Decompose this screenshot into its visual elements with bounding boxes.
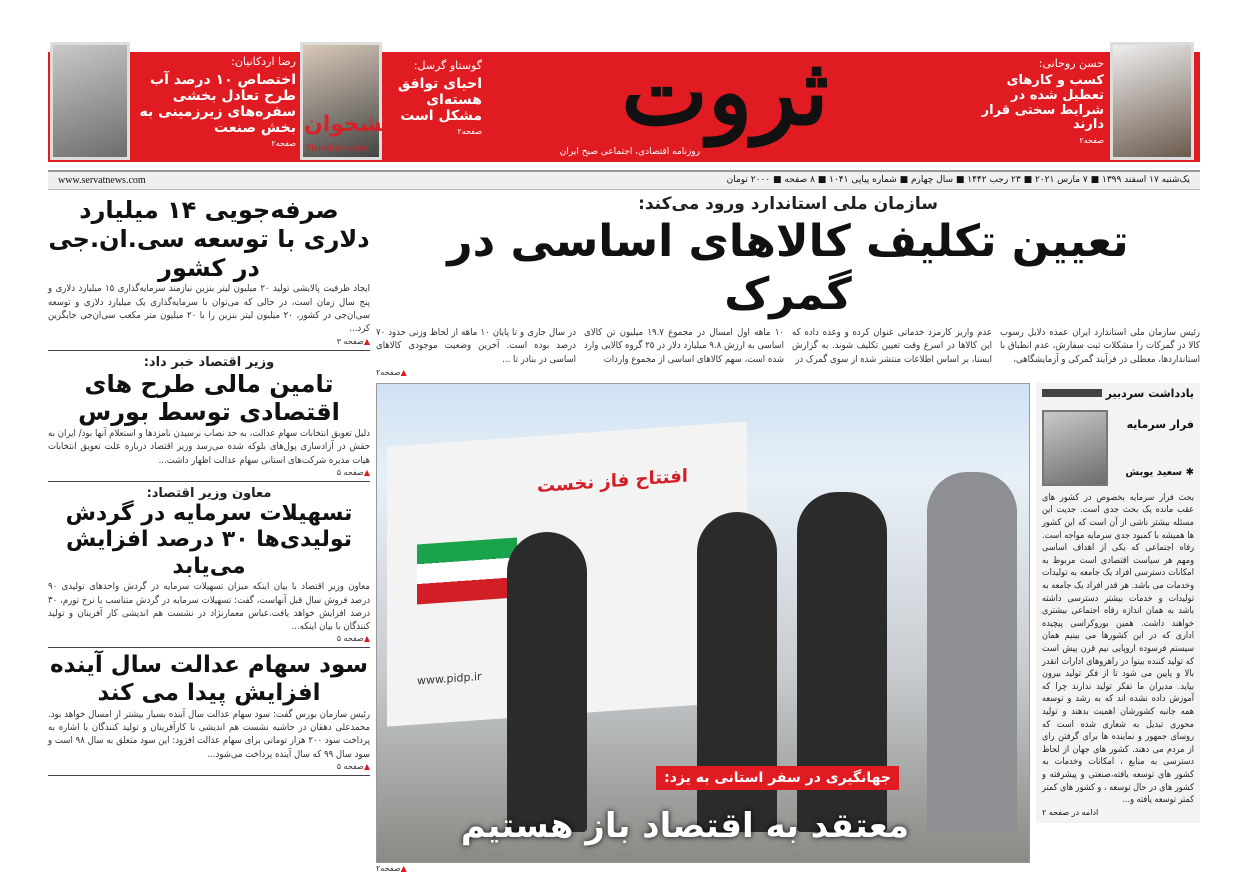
story-cng[interactable] (48, 196, 370, 351)
banner-url: www.pidp.ir (417, 669, 482, 688)
person (507, 532, 587, 832)
rouhani-photo (1110, 42, 1194, 160)
editorial[interactable] (1036, 383, 1200, 823)
photo-caption-headline: معتقد به اقتصاد باز هستیم (460, 805, 909, 846)
story-headline: سود سهام عدالت سال آینده افزایش پیدا می کند (49, 652, 368, 707)
story-body: ایجاد ظرفیت پالایشی تولید ۲۰ میلیون لیتر بنزین نیازمند سرمایه‌گذاری ۱۵ میلیارد دلاری و پنج سال زمان است، در حالی که می‌توان با سرمایه‌گذاری یک میلیارد دلاری و توسعه سی‌ان‌جی در کشور، ۲۰ میلیون لیتر بنزین را با ۲۰ میلیون متر مکعب سی‌ان‌جی جایگزین کرد... (48, 283, 370, 335)
teaser-page-ref: صفحه۲ (1079, 136, 1104, 146)
story-headline: تسهیلات سرمایه در گردش تولیدی‌ها ۳۰ درصد افزایش می‌یابد (65, 501, 353, 579)
page-ref: ▲ صفحه۲ (376, 367, 1200, 379)
teaser-headline: اختصاص ۱۰ درصد آب طرح تعادل بخشی سفره‌های زیرزمینی به بخش صنعت (139, 71, 296, 136)
story-body: رئیس سازمان بورس گفت: سود سهام عدالت سال آینده بسیار بیشتر از امسال خواهد بود. محمدعلی دهقان در حاشیه نشست هم اندیشی با کارآفرینان و تولید کنندگان با اشاره به پرداخت سود ۲۰۰ هزار تومانی برای سهام عدالت افزود: این سود متعلق به سال ۹۸ است و سود سال ۹۹ که سال آینده پرداخت می‌شود... (48, 708, 371, 760)
main-kicker: سازمان ملی استاندارد ورود می‌کند: (638, 194, 938, 214)
left-column (48, 196, 370, 780)
teaser-speaker: حسن روحانی: (1038, 57, 1104, 70)
dateline: یک‌شنبه ۱۷ اسفند ۱۳۹۹ ■ ۷ مارس ۲۰۲۱ ■ ۲۳ رجب ۱۴۴۲ ■ سال چهارم ■ شماره پیاپی ۱۰۴۱ ■ ۸ صفحه ■ ۲۰۰۰ تومان (726, 175, 1190, 185)
story-body: معاون وزیر اقتصاد با بیان اینکه میزان تسهیلات سرمایه در گردش واحدهای تولیدی ۹۰ درصد فروش سال قبل آنهاست، گفت: تسهیلات سرمایه در گردش متناسب با نرخ تورم، ۳۰ درصد افزایش خواهد یافت.عباس معمارنژاد در نشست هم اندیشی کار آفرینان و تولید کنندگان با بیان اینکه... (48, 581, 370, 633)
main-area (376, 194, 1200, 875)
gressel-photo (300, 42, 382, 160)
website-url[interactable]: www.servatnews.com (58, 175, 146, 186)
newspaper-logo: ثروت (621, 38, 829, 146)
main-photo-wrap (376, 383, 1030, 875)
story-kicker: معاون وزیر اقتصاد: (146, 486, 272, 502)
pishkhan-url: Pishkhan.com (306, 144, 369, 154)
teaser-page-ref: صفحه۲ (271, 139, 296, 149)
main-photo[interactable] (376, 383, 1030, 863)
teaser-speaker: رضا اردکانیان: (231, 55, 296, 68)
main-story-col-1: رئیس سازمان ملی استاندارد ایران عمده دلایل رسوب کالا در گمرکات را مشکلات ثبت سفارش، عدم انطباق با استانداردها، معطلی در فرآیند گمرکی و آزمایشگاهی، (1000, 326, 1200, 366)
person (927, 472, 1017, 832)
editorial-author: ✱ سعید یوبش (1125, 466, 1194, 478)
main-headline[interactable]: تعیین تکلیف کالاهای اساسی در گمرک (447, 216, 1129, 320)
iran-flag (417, 537, 517, 604)
editorial-title: فرار سرمایه (1126, 417, 1194, 431)
teaser-gressel[interactable] (386, 60, 482, 136)
continue-ref: ادامه در صفحه ۲ (1042, 807, 1099, 817)
banner-text: افتتاح فاز نخست (537, 465, 688, 497)
editorial-body: بحث فرار سرمایه بخصوص در کشور های عقب مانده یک بحث جدی است. جدیت این مسئله بیشتر ناشی از آن است که این کشور ها همیشه با کمبود جدی سرمایه مواجه است. رفاه اجتماعی که یکی از اهداف اساسی ومهم هر سیاست اقتصادی است مربوط به امکانات دسترسی افراد یک جامعه به تولیدات وخدمات می باشد. هر قدر افراد یک جامعه به تولیدات و خدمات بیشتر دسترسی داشته باشد به همان اندازه رفاه اجتماعی بیشتری خواهند داشت. همین بوروکراسی پیچیده اداری که در این کشورها می بینیم همان سیستم فرسوده اروپایی نیم قرن پیش است که تولید کننده بینوا در راهروهای ادارات انقدر بالا و پایین می شود تا از فکر تولید بیرون بیاید. مدیران ما تفکر تولید ندارند چرا که آموزش داده نشده اند که به رشد و توسعه همه جانبه کشورشان اهمیت بدهند و تولید محوری تبدیل به شعاری شده است که روسای جمهور و نماینده ها برای گرفتن رای از مردم می دهند. کشور های جهان از لحاظ دسترسی به منابع ، امکانات وخدمات به کشور های توسعه یافته،صنعتی و پیشرفته و کشور های در حال توسعه ، و کشور های کمتر کمتر توسعه یافته و... (1042, 492, 1194, 806)
story-bourse[interactable] (48, 355, 370, 482)
pishkhan-watermark: پیشخوان (304, 112, 400, 137)
editorial-section: یادداشت سردبیر (1042, 387, 1194, 400)
tagline: روزنامه اقتصادی، اجتماعی صبح ایران (559, 147, 700, 157)
page-ref: ▲ صفحه ۵ (48, 633, 370, 645)
main-story-col-2: عدم واریز کارمزد خدماتی عنوان کرده و وعده داده که این کالاها در اسرع وقت تعیین تکلیف شوند. به گزارش ایسنا، بر اساس اطلاعات منتشر شده از سوی گمرک در (792, 326, 992, 366)
author-photo (1042, 410, 1108, 486)
teaser-speaker: گوستاو گرسل: (413, 59, 482, 72)
teaser-page-ref: صفحه۲ (457, 126, 482, 136)
teaser-headline: احیای توافق هسته‌ای مشکل است (397, 75, 482, 124)
teaser-ardakanian[interactable] (134, 56, 296, 148)
main-story-col-3: ۱۰ ماهه اول امسال در مجموع ۱۹.۷ میلیون تن کالای اساسی به ارزش ۹.۸ میلیارد دلار در ۲۵ گروه کالایی وارد شده است، سهم کالاهای اساسی از مجموع واردات (584, 326, 784, 366)
story-headline: تامین مالی طرح های اقتصادی توسط بورس (78, 369, 340, 427)
ardakanian-photo (50, 42, 130, 160)
main-story-columns (376, 326, 1200, 367)
story-edalat[interactable] (48, 652, 370, 775)
story-headline: صرفه‌جویی ۱۴ میلیارد دلاری با توسعه سی.ان.جی در کشور (48, 196, 370, 282)
page-ref: ▲ صفحه ۳ (48, 336, 370, 348)
story-kicker: وزیر اقتصاد خبر داد: (143, 354, 275, 370)
teaser-rouhani[interactable] (968, 58, 1104, 146)
story-body: دلیل تعویق انتخابات سهام عدالت، به حد نصاب نرسیدن نامزدها و استعلام آنها بود/ ایران به حقش در آزادسازی پول‌های بلوکه شده می‌رسد وزیر اقتصاد درباره علت تعویق انتخابات هیات مدیره شرکت‌های استانی سهام عدالت اظهار داشت... (48, 428, 370, 466)
dateline-bar (48, 170, 1200, 190)
page-ref: ▲ صفحه ۵ (48, 467, 370, 479)
teaser-headline: کسب و کارهای تعطیل شده در شرایط سختی قرار دارند (981, 72, 1104, 133)
main-story-col-4: در سال جاری و تا پایان ۱۰ ماهه از لحاظ وزنی حدود ۷۰ درصد بوده است. آخرین وضعیت موجودی کالاهای اساسی در بنادر تا ... (376, 326, 576, 366)
page-ref: ▲ صفحه ۵ (48, 761, 370, 773)
photo-caption-kicker: جهانگیری در سفر استانی به یزد: (656, 766, 899, 790)
page-ref: ▲ صفحه۲ (376, 863, 1030, 875)
story-facilities[interactable] (48, 486, 370, 648)
lower-row (376, 383, 1200, 875)
